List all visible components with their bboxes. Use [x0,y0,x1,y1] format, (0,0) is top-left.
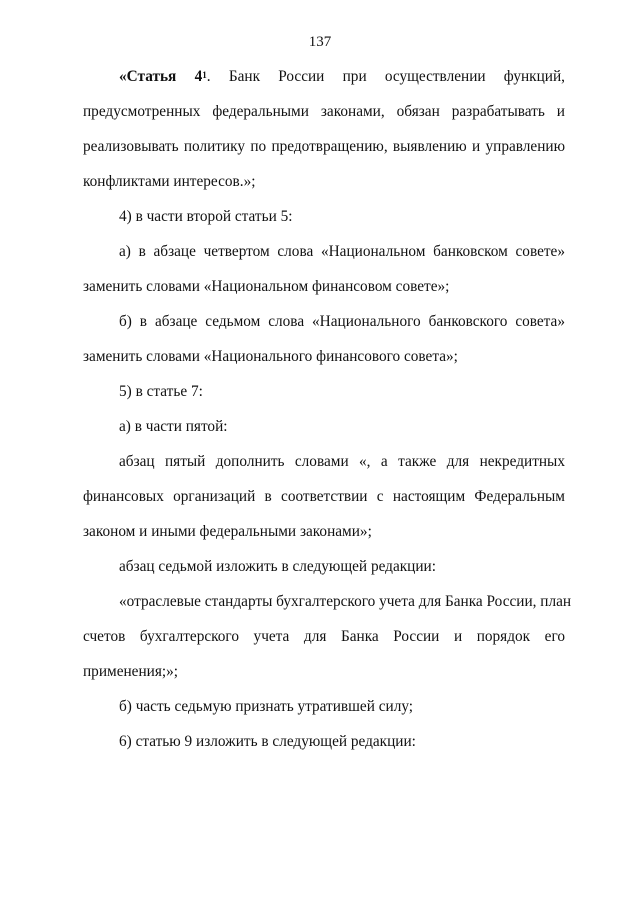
text-line: абзац пятый дополнить словами «, а также для некредитных [119,453,565,470]
paragraph-line [83,418,565,436]
text-line: предусмотренных федеральными законами, обязан разрабатывать и [83,103,565,120]
paragraph-line [83,593,572,611]
paragraph-line [83,348,565,366]
paragraph-line [83,488,565,506]
text-line: а) в части пятой: [119,418,228,435]
text-line: б) часть седьмую признать утратившей силу; [119,698,414,715]
text-span: Банк России при осуществлении функций, [228,68,565,85]
paragraph-line [83,208,565,226]
article-number: $4^1$ [194,68,207,85]
text-line: «отраслевые стандарты бухгалтерского учета для Банка России, план [119,593,572,610]
paragraph-line [83,243,565,261]
text-line: 6) статью 9 изложить в следующей редакции: [119,733,416,750]
text-line: заменить словами «Национального финансового совета»; [83,348,458,365]
paragraph-line [83,103,565,121]
paragraph-line [83,698,565,716]
paragraph-line [83,313,565,331]
text-line: конфликтами интересов.»; [83,173,256,190]
text-line: б) в абзаце седьмом слова «Национального банковского совета» [119,313,565,330]
text-line: 4) в части второй статьи 5: [119,208,293,225]
text-line: применения;»; [83,663,179,680]
text-line: реализовывать политику по предотвращению, выявлению и управлению [83,138,565,155]
paragraph-line [83,733,565,751]
text-line: 5) в статье 7: [119,383,203,400]
article-paragraph [83,68,565,86]
page-number: 137 [308,34,332,50]
paragraph-line [83,628,565,646]
article-label: «Статья [119,68,177,85]
text-line: абзац седьмой изложить в следующей редакции: [119,558,436,575]
article-dot: . [206,68,211,85]
text-line [83,68,565,86]
text-line: финансовых организаций в соответствии с настоящим Федеральным [83,488,565,505]
text-line: законом и иными федеральными законами»; [83,523,372,540]
text-line: заменить словами «Национальном финансовом совете»; [83,278,450,295]
paragraph-line [83,453,565,471]
paragraph-line [83,138,565,156]
paragraph-line [83,383,565,401]
paragraph-line [83,558,565,576]
paragraph-line [83,523,565,541]
article-superscript: 1 [202,70,207,80]
text-line: а) в абзаце четвертом слова «Национальном банковском совете» [119,243,565,260]
paragraph-line [83,663,565,681]
text-line: счетов бухгалтерского учета для Банка России и порядок его [83,628,565,645]
paragraph-line [83,173,565,191]
paragraph-line [83,278,565,296]
